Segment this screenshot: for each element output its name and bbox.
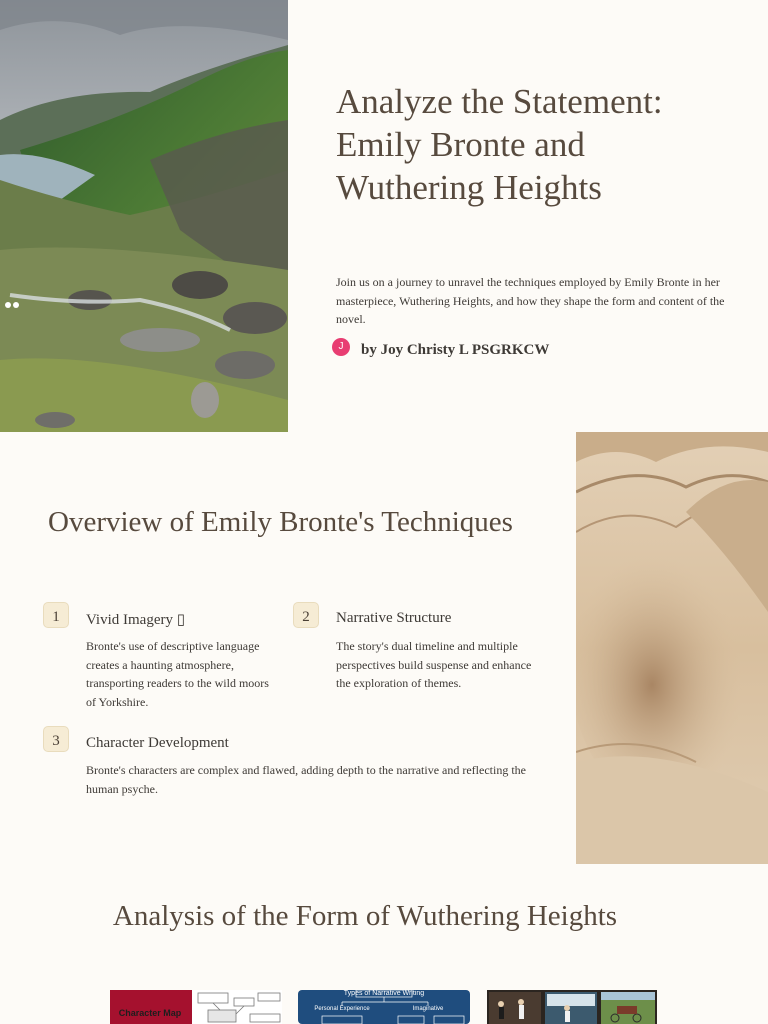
page-title: Analyze the Statement: Emily Bronte and Wuthering Heights (336, 82, 663, 207)
technique-3-number-badge: 3 (43, 726, 69, 752)
author-name: by Joy Christy L PSGRKCW (361, 342, 550, 358)
storyboard-thumbnail (487, 990, 657, 1024)
technique-2-title: Narrative Structure (336, 610, 452, 626)
character-map-thumbnail (110, 990, 282, 1024)
intro-description: Join us on a journey to unravel the techniques employed by Emily Bronte in her masterpiece, Wuthering Heights, and how they shape the form and content of the novel. (336, 275, 725, 326)
hero-landscape-image (0, 0, 288, 432)
narrative-writing-thumbnail (298, 990, 470, 1024)
technique-3-description: Bronte's characters are complex and flawed, adding depth to the narrative and reflecting the human psyche. (86, 763, 526, 796)
technique-2-number-badge: 2 (293, 602, 319, 628)
imaginative-label: Imaginative (412, 1006, 444, 1012)
sand-dunes-image (576, 432, 768, 864)
overview-section-title: Overview of Emily Bronte's Techniques (48, 506, 513, 538)
form-section-title: Analysis of the Form of Wuthering Heights (112, 900, 618, 932)
landscape-valley-photo (0, 0, 288, 432)
technique-2-description: The story's dual timeline and multiple perspectives build suspense and enhance the exploration of themes. (336, 639, 532, 691)
narrative-writing-label: Types of Narrative Writing (343, 990, 425, 997)
author-avatar: J (332, 338, 350, 356)
technique-1-description: Bronte's use of descriptive language creates a haunting atmosphere, transporting readers to the wild moors of Yorkshire. (86, 639, 269, 709)
personal-experience-label: Personal Experience (314, 1006, 370, 1012)
character-map-label: Character Map (118, 1008, 182, 1018)
technique-3-title: Character Development (86, 735, 229, 751)
sand-dunes-photo (576, 432, 768, 864)
technique-1-number-badge: 1 (43, 602, 69, 628)
technique-1-title: Vivid Imagery ▯ (86, 612, 185, 628)
